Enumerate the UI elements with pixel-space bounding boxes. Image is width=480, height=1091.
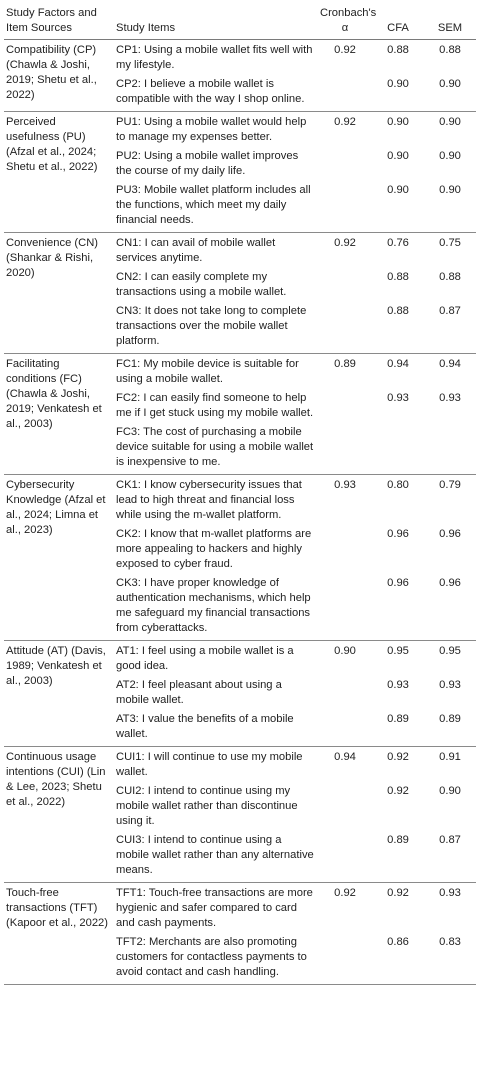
header-item: Study Items [114,0,318,40]
cfa-cell: 0.93 [387,392,409,404]
alpha-cell [318,676,372,710]
item-cell: CN1: I can avail of mobile wallet services anytime. [116,237,276,264]
sem-cell: 0.90 [439,116,461,128]
item-cell: FC1: My mobile device is suitable for using a mobile wallet. [116,358,299,385]
item-cell: CK3: I have proper knowledge of authentication mechanisms, which help me safeguard my financial transactions from cyberattacks. [114,574,318,641]
sem-cell: 0.93 [439,392,461,404]
table-row [4,40,476,76]
factor-cell: Touch-free transactions (TFT) (Kapoor et al., 2022) [4,883,114,985]
cfa-cell: 0.94 [387,358,409,370]
item-cell: CUI2: I intend to continue using my mobile wallet rather than discontinue using it. [116,785,298,827]
cfa-cell: 0.89 [372,710,424,747]
cfa-cell: 0.88 [372,302,424,354]
item-cell: CK2: I know that m-wallet platforms are more appealing to hackers and highly exposed to cyber fraud. [116,528,312,570]
factor-cell: Cybersecurity Knowledge (Afzal et al., 2024; Limna et al., 2023) [4,475,114,641]
sem-cell: 0.96 [439,528,461,540]
item-cell: CP2: I believe a mobile wallet is compatible with the way I shop online. [114,75,318,112]
cfa-cell: 0.88 [387,44,409,56]
cfa-cell: 0.88 [387,271,409,283]
cfa-cell: 0.89 [372,831,424,883]
measurement-table [4,0,476,985]
table-row [4,883,476,934]
alpha-cell [318,525,372,574]
cfa-cell [372,423,424,475]
alpha-cell: 0.93 [334,479,356,491]
cfa-cell: 0.95 [387,645,409,657]
cfa-cell: 0.86 [372,933,424,985]
alpha-cell [318,782,372,831]
item-cell: TFT1: Touch-free transactions are more hygienic and safer compared to card and cash payments. [116,887,313,929]
sem-cell: 0.95 [439,645,461,657]
factor-cell: Continuous usage intentions (CUI) (Lin & Lee, 2023; Shetu et al., 2022) [4,747,114,883]
sem-cell: 0.91 [439,751,461,763]
item-cell: CN3: It does not take long to complete transactions over the mobile wallet platform. [114,302,318,354]
table-header [4,0,476,40]
table-row [4,475,476,526]
alpha-cell: 0.92 [334,887,356,899]
factor-cell: Perceived usefulness (PU) (Afzal et al., 2024; Shetu et al., 2022) [4,112,114,233]
cfa-cell: 0.90 [387,116,409,128]
item-cell: PU1: Using a mobile wallet would help to manage my expenses better. [116,116,307,143]
item-cell: CP1: Using a mobile wallet fits well with my lifestyle. [116,44,313,71]
sem-cell: 0.90 [424,75,476,112]
sem-cell: 0.93 [439,887,461,899]
sem-cell: 0.90 [439,785,461,797]
item-cell: AT1: I feel using a mobile wallet is a good idea. [116,645,294,672]
sem-cell: 0.88 [439,44,461,56]
alpha-cell [318,423,372,475]
factor-cell: Attitude (AT) (Davis, 1989; Venkatesh et al., 2003) [4,641,114,747]
alpha-cell: 0.89 [334,358,356,370]
table-row [4,641,476,677]
cfa-cell: 0.90 [387,150,409,162]
header-factor: Study Factors and Item Sources [4,0,114,40]
cfa-cell: 0.92 [387,751,409,763]
cfa-cell: 0.93 [387,679,409,691]
item-cell: FC3: The cost of purchasing a mobile device suitable for using a mobile wallet is inexpensive to me. [114,423,318,475]
alpha-cell [318,933,372,985]
item-cell: CK1: I know cybersecurity issues that lead to high threat and financial loss while using the m-wallet platform. [116,479,302,521]
alpha-cell [318,710,372,747]
sem-cell: 0.90 [424,181,476,233]
item-cell: FC2: I can easily find someone to help me if I get stuck using my mobile wallet. [116,392,314,419]
item-cell: CUI3: I intend to continue using a mobile wallet rather than any alternative means. [114,831,318,883]
alpha-cell [318,831,372,883]
alpha-cell: 0.92 [334,44,356,56]
sem-cell: 0.83 [424,933,476,985]
item-cell: CUI1: I will continue to use my mobile wallet. [116,751,303,778]
alpha-cell: 0.92 [334,116,356,128]
item-cell: PU3: Mobile wallet platform includes all the functions, which meet my daily financial needs. [114,181,318,233]
alpha-cell [318,574,372,641]
sem-cell: 0.94 [439,358,461,370]
cfa-cell: 0.92 [387,785,409,797]
alpha-cell [318,75,372,112]
header-cfa: CFA [372,0,424,40]
cfa-cell: 0.90 [372,181,424,233]
cfa-cell: 0.92 [387,887,409,899]
cfa-cell: 0.96 [372,574,424,641]
table-row [4,354,476,390]
alpha-cell [318,389,372,423]
header-sem: SEM [424,0,476,40]
table-row [4,747,476,783]
alpha-cell [318,181,372,233]
item-cell: PU2: Using a mobile wallet improves the course of my daily life. [116,150,299,177]
sem-cell: 0.90 [439,150,461,162]
sem-cell: 0.88 [439,271,461,283]
alpha-cell [318,147,372,181]
cfa-cell: 0.96 [387,528,409,540]
sem-cell: 0.89 [424,710,476,747]
factor-cell: Compatibility (CP) (Chawla & Joshi, 2019; Shetu et al., 2022) [4,40,114,112]
cfa-cell: 0.90 [372,75,424,112]
table-row [4,233,476,269]
cfa-cell: 0.80 [387,479,409,491]
header-alpha: Cronbach's α [318,0,372,40]
sem-cell: 0.93 [439,679,461,691]
sem-cell: 0.87 [424,302,476,354]
table-row [4,112,476,148]
item-cell: AT3: I value the benefits of a mobile wallet. [114,710,318,747]
alpha-cell: 0.94 [334,751,356,763]
alpha-cell: 0.92 [334,237,356,249]
item-cell: AT2: I feel pleasant about using a mobile wallet. [116,679,282,706]
table-body [4,40,476,985]
factor-cell: Convenience (CN) (Shankar & Rishi, 2020) [4,233,114,354]
sem-cell: 0.87 [424,831,476,883]
sem-cell: 0.75 [439,237,461,249]
sem-cell [424,423,476,475]
cfa-cell: 0.76 [387,237,409,249]
alpha-cell [318,302,372,354]
item-cell: CN2: I can easily complete my transactions using a mobile wallet. [116,271,287,298]
factor-cell: Facilitating conditions (FC) (Chawla & Joshi, 2019; Venkatesh et al., 2003) [4,354,114,475]
sem-cell: 0.79 [439,479,461,491]
item-cell: TFT2: Merchants are also promoting customers for contactless payments to avoid contact and cash handling. [114,933,318,985]
alpha-cell: 0.90 [334,645,356,657]
alpha-cell [318,268,372,302]
sem-cell: 0.96 [424,574,476,641]
